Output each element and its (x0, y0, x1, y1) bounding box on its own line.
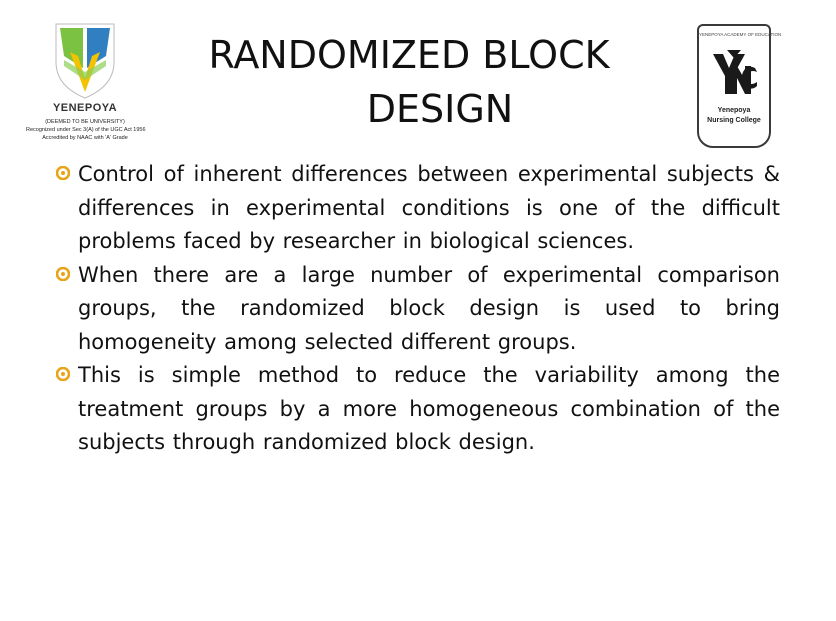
logo-right-arc-text: YENEPOYA ACADEMY OF EDUCATION (699, 32, 782, 37)
bullet-item (56, 158, 780, 259)
bullet-list (56, 158, 780, 460)
logo-right-caption-line-2: Nursing College (707, 117, 761, 124)
logo-left-sub3: Accredited by NAAC with 'A' Grade (42, 135, 128, 141)
bullet-text: Control of inherent differences between experimental subjects & differences in experimental conditions is one of the difficult problems faced by researcher in biological sciences. (78, 162, 780, 253)
logo-right-caption (699, 106, 769, 126)
yenepoya-nursing-college-logo (697, 24, 782, 148)
bullet-item (56, 359, 780, 460)
logo-left-sub1: (DEEMED TO BE UNIVERSITY) (45, 119, 125, 125)
slide-title (150, 28, 690, 136)
logo-left-name: YENEPOYA (52, 102, 118, 114)
logo-left-sub2: Recognized under Sec 3(A) of the UGC Act 1956 (26, 127, 146, 133)
logo-right-caption-line-1: Yenepoya (717, 107, 751, 114)
title-line-2: DESIGN (366, 87, 514, 131)
yenepoya-shield-icon (50, 22, 120, 100)
gear-bullet-icon (56, 166, 70, 180)
yenepoya-university-logo (26, 22, 144, 150)
gear-bullet-icon (56, 267, 70, 281)
bullet-text: When there are a large number of experimental comparison groups, the randomized block design is used to bring homogeneity among selected different groups. (78, 262, 780, 354)
bullet-text: This is simple method to reduce the variability among the treatment groups by a more homogeneous combination of the subjects through randomized block design. (78, 363, 780, 454)
gear-bullet-icon (56, 367, 70, 381)
ync-monogram-icon (709, 48, 759, 100)
title-line-1: RANDOMIZED BLOCK (208, 33, 610, 77)
bullet-item (56, 259, 780, 360)
